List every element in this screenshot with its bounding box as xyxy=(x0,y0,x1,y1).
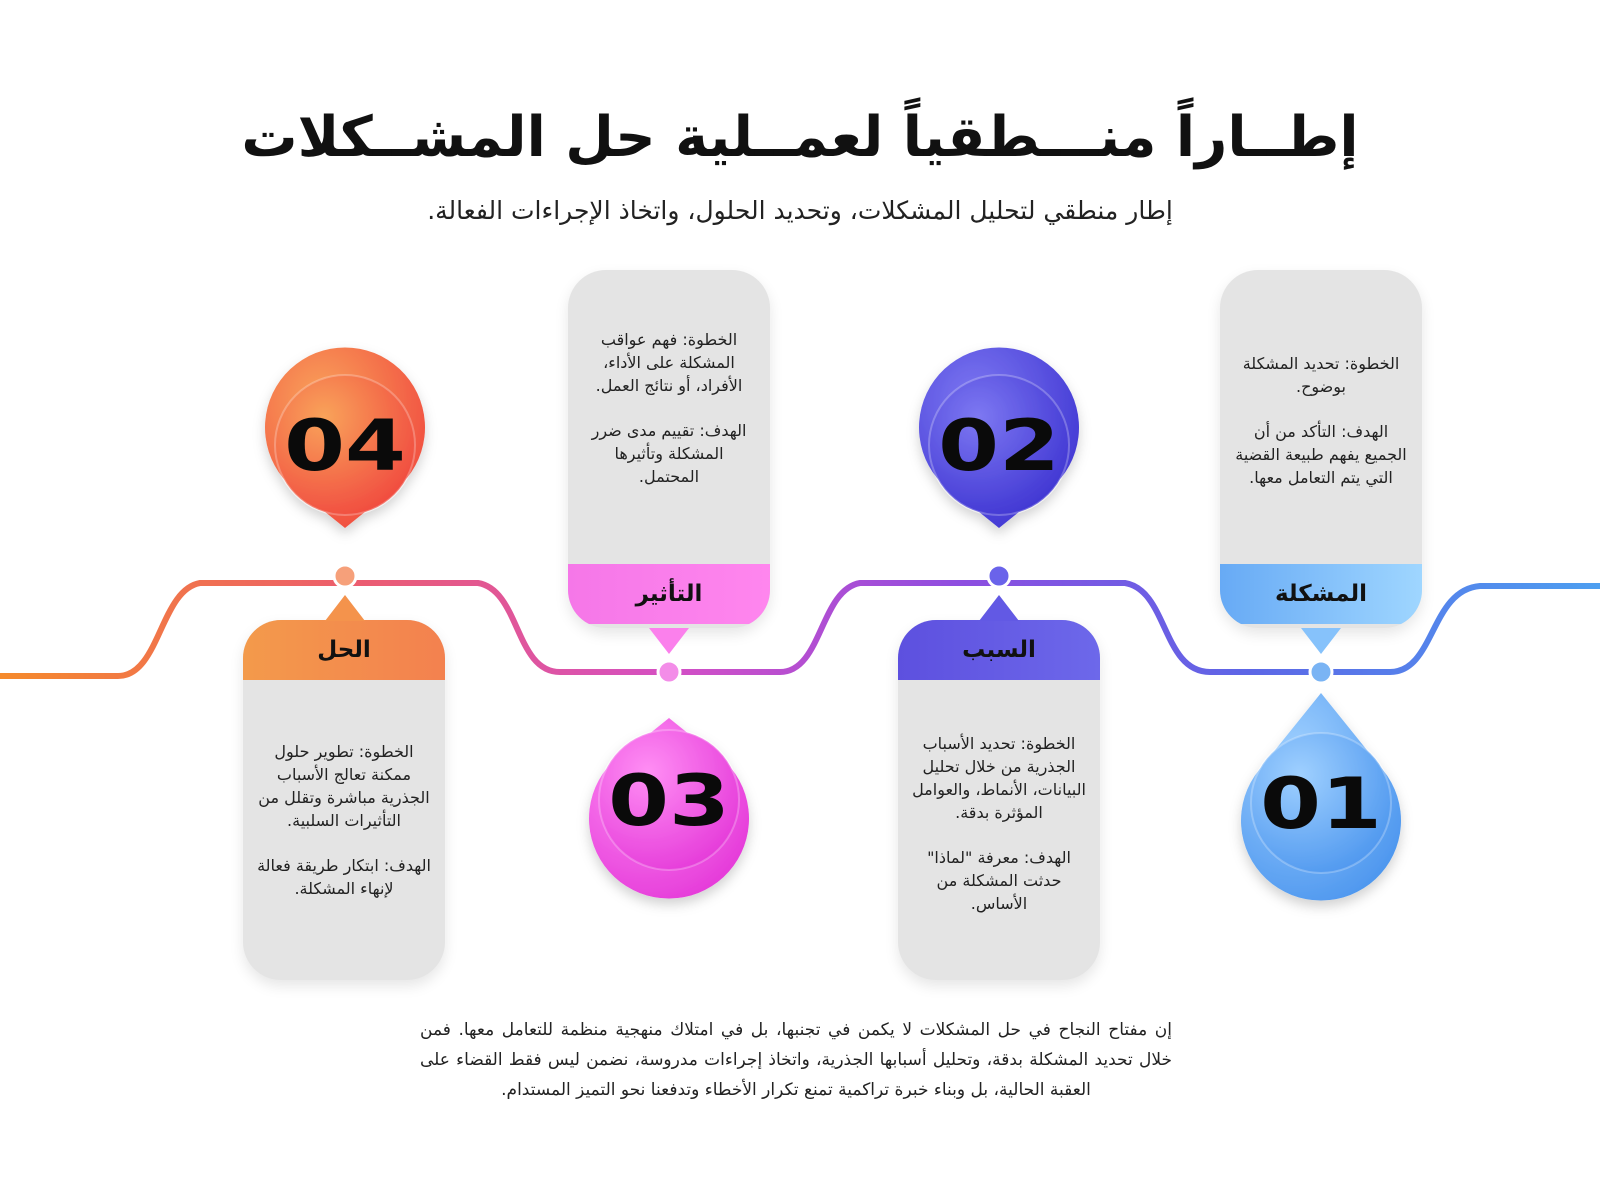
step-03-text xyxy=(582,328,756,488)
step-02-label: السبب xyxy=(898,620,1100,680)
step-03-label: التأثير xyxy=(568,564,770,624)
step-02-number: 02 xyxy=(938,404,1060,487)
step-04-number: 04 xyxy=(284,404,406,487)
footer-paragraph: إن مفتاح النجاح في حل المشكلات لا يكمن في تجنبها، بل في امتلاك منهجية منظمة للتعامل معها. فمن خلال تحديد المشكلة بدقة، وتحليل أسبابها الجذرية، واتخاذ إجراءات مدروسة، نضمن ليس فقط القضاء على العقبة الحالية، بل وبناء خبرة تراكمية تمنع تكرار الأخطاء وتدفعنا نحو التميز المستدام. xyxy=(420,1020,1172,1100)
connector-dot-01 xyxy=(1310,661,1332,683)
step-03-pointer xyxy=(649,628,689,654)
step-04-goal-text: الهدف: ابتكار طريقة فعالة لإنهاء المشكلة. xyxy=(257,856,431,898)
step-01-step-text: الخطوة: تحديد المشكلة بوضوح. xyxy=(1242,354,1400,396)
step-02-step-text: الخطوة: تحديد الأسباب الجذرية من خلال تحليل البيانات، الأنماط، والعوامل المؤثرة بدقة. xyxy=(912,734,1086,822)
connector-dot-04 xyxy=(334,565,356,587)
connector-dot-02 xyxy=(988,565,1010,587)
step-03-step-text: الخطوة: فهم عواقب المشكلة على الأداء، الأفراد، أو نتائج العمل. xyxy=(595,330,743,395)
step-01-card xyxy=(1220,270,1422,628)
page-subtitle: إطار منطقي لتحليل المشكلات، وتحديد الحلول، واتخاذ الإجراءات الفعالة. xyxy=(427,196,1173,225)
step-04-text xyxy=(257,740,431,900)
step-01-goal-text: الهدف: التأكد من أن الجميع يفهم طبيعة القضية التي يتم التعامل معها. xyxy=(1235,422,1407,487)
step-02-text xyxy=(912,732,1086,915)
step-04-step-text: الخطوة: تطوير حلول ممكنة تعالج الأسباب الجذرية مباشرة وتقلل من التأثيرات السلبية. xyxy=(258,742,430,830)
connector-dot-03 xyxy=(658,661,680,683)
step-03-number: 03 xyxy=(608,759,730,842)
step-04-pointer xyxy=(325,595,365,621)
page-title: إطــاراً منـــطقياً لعمــلية حل المشــكلات xyxy=(241,105,1359,170)
step-03-card xyxy=(568,270,770,628)
step-02-pointer xyxy=(979,595,1019,621)
step-01-label: المشكلة xyxy=(1220,564,1422,624)
step-01-pointer xyxy=(1301,628,1341,654)
step-01-text xyxy=(1234,352,1408,489)
step-01-number: 01 xyxy=(1260,762,1382,845)
step-02-goal-text: الهدف: معرفة "لماذا" حدثت المشكلة من الأساس. xyxy=(927,848,1071,913)
step-02-card xyxy=(898,620,1100,980)
step-04-card xyxy=(243,620,445,980)
step-04-label: الحل xyxy=(243,620,445,680)
step-03-goal-text: الهدف: تقييم مدى ضرر المشكلة وتأثيرها المحتمل. xyxy=(591,421,747,486)
